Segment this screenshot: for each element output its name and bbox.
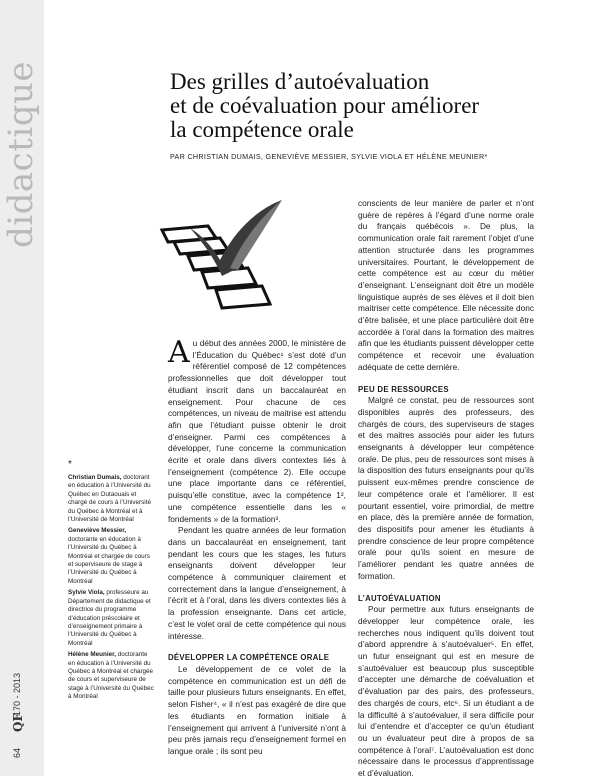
paragraph: conscients de leur manière de parler et n’ont guère de repères à l’égard d’une norme orale du français québécois ». De plus, la communication orale fait rarement l’objet d’une attention structurée dans les programmes universitaires. Pourtant, le développement de cette compétence est au cœur du métier d’enseignant. L’enseignant doit être un modèle linguistique auprès de ses élèves et il doit bien maitriser cette compétence. Elle nécessite donc d’être balisée, et une place particulière doit être accordée à l’oral dans la formation des maitres afin que les étudiants puissent développer cette compétence et recevoir une évaluation adéquate de cette dernière. [358,198,534,372]
paragraph: u début des années 2000, le ministère de l’Éducation du Québec¹ s’est doté d’un référentiel composé de 12 compétences professionnelles que doit développer tout étudiant inscrit dans un baccalauréat en enseignement. Pour chacune de ces compétences, un niveau de maitrise est attendu afin que l’étudiant puisse obtenir le droit d’enseigner. Parmi ces compétences à développer, l’une concerne la communication écrite et orale dans divers contextes liés à l’enseignement (compétence 2). Elle occupe une place importante dans ce référentiel, puisqu’elle constitue, avec la compétence 1², une compétence essentielle dans les « fondements » de la formation³. [168,338,346,524]
checklist-illustration [150,198,340,328]
section-heading: L’AUTOÉVALUATION [358,593,441,603]
byline: PAR CHRISTIAN DUMAIS, GENEVIÈVE MESSIER, SYLVIE VIOLA ET HÉLÈNE MEUNIER* [170,152,488,161]
paragraph: Pour permettre aux futurs enseignants de développer leur compétence orale, les recherches nous indiquent qu’ils doivent tout d’abord apprendre à s’autoévaluer⁵. En effet, un futur enseignant qui est en mesure de s’autoévaluer est beaucoup plus susceptible d’accepter une démarche de coévaluation et d’évaluation par des pairs, des professeurs, des chargés de cours, etc⁶. Si un étudiant a de la difficulté à s’autoévaluer, il sera difficile pour lui d’entendre et d’accepter ce qu’un étudiant ou un évaluateur peut dire à propos de sa compétence à l’oral⁷. L’autoévaluation est donc nécessaire dans le processus d’apprentissage et d’évaluation. [358,604,534,779]
issue-number: 170 - 2013 [12,672,22,716]
paragraph: Malgré ce constat, peu de ressources sont disponibles auprès des professeurs, des chargés de cours, des superviseurs de stages et des maitres associés pour aider les futurs enseignants à développer leur compétence orale. De plus, peu de ressources sont mises à la disposition des futurs enseignants pour qu’ils puissent eux-mêmes prendre conscience de leur compétence orale et l’améliorer. Il est pourtant essentiel, voire primordial, de mettre en place, dès la première année de formation, des dispositifs pour amener les étudiants à prendre conscience de leur propre compétence orale pour qu’ils soient en mesure de l’améliorer pendant les quatre années de formation. [358,395,534,581]
paragraph: Pendant les quatre années de leur formation dans un baccalauréat en enseignement, tant pendant les cours que les stages, les futurs enseignants doivent développer leur compétence à communiquer clairement et correctement dans la langue d’enseignement, à l’écrit et à l’oral, dans les divers contextes liés à la profession enseignante. Dans cet article, c’est le volet oral de cette compétence qui nous intéresse. [168,525,346,641]
section-heading: DÉVELOPPER LA COMPÉTENCE ORALE [168,653,330,663]
article-title: Des grilles d’autoévaluation et de coévaluation pour améliorer la compétence orale [170,69,480,142]
author-note: Sylvie Viola, professeure au Département de didactique et directrice du programme d’éducation préscolaire et d’enseignement primaire à l’Université du Québec à Montréal [68,589,151,647]
author-note: Christian Dumais, doctorant en éducation à l’Université du Québec en Outaouais et chargé de cours à l’Université du Québec à Montréal et à l’Université de Montréal [68,474,151,524]
article-column-1 [168,335,346,758]
section-heading: PEU DE RESSOURCES [358,384,449,394]
journal-logo: QF [11,713,25,732]
author-note: Geneviève Messier, doctorante en éducation à l’Université du Québec à Montréal et chargée de cours et superviseure de stage à l’Université du Québec à Montréal [68,527,150,585]
footnote-marker: * [68,459,72,470]
sidebar: didactique 64 QF 170 - 2013 [0,0,44,776]
paragraph: Le développement de ce volet de la compétence en communication est un défi de taille pour plusieurs futurs enseignants. En effet, selon Fisher⁴, « il n’est pas exagéré de dire que les étudiants en formation initiale à l’enseignement qui arrivent à l’université n’ont à peu près jamais reçu d’enseignement formel en langue orale ; ils sont peu [168,663,346,756]
dropcap: A [168,335,190,370]
article-column-2 [358,198,534,780]
author-note: Hélène Meunier, doctorante en éducation à l’Université du Québec à Montréal et chargée de cours et superviseure de stage à l’Université du Québec à Montréal [68,651,154,701]
page-number: 64 [12,747,22,758]
page-footer [0,580,44,760]
author-notes [68,460,156,705]
